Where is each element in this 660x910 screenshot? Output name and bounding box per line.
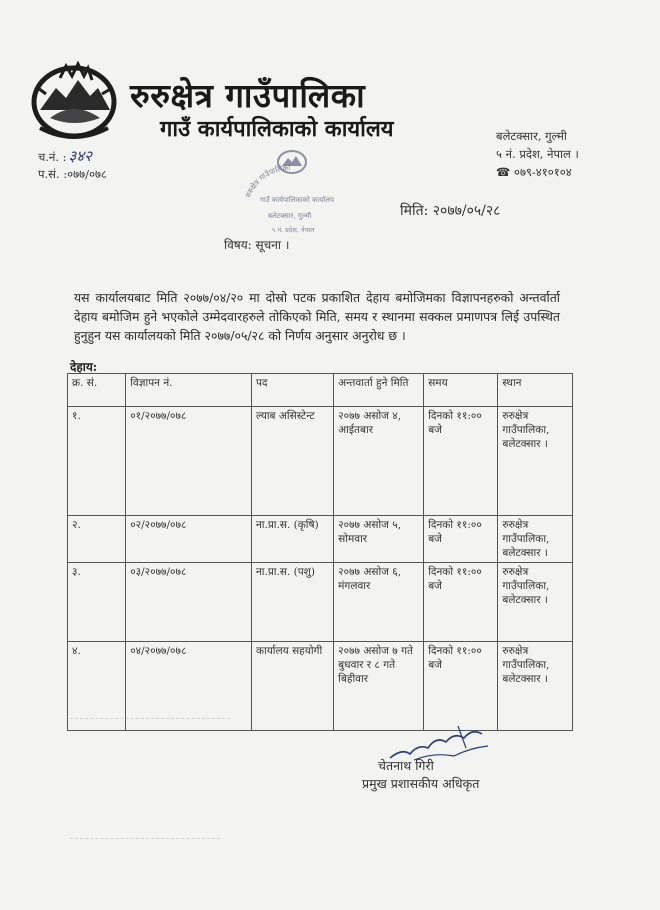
cell-post: कार्यालय सहयोगी (251, 642, 333, 731)
notice-date: मिति: २०७७/०५/२८ (400, 203, 501, 219)
chalani-value: ३४२ (68, 147, 92, 165)
stamp-text-4: ५ नं. प्रदेश, नेपाल (272, 226, 315, 234)
cell-venue: रुरुक्षेत्र गाउँपालिका, बलेटक्सार । (498, 516, 573, 563)
cell-post: ल्याब असिस्टेन्ट (251, 407, 333, 516)
signatory-designation: प्रमुख प्रशासकीय अधिकृत (362, 776, 480, 791)
scan-artifact-line (70, 718, 230, 719)
scan-artifact-line (70, 838, 220, 839)
cell-interview-date: २०७७ असोज ७ गते बुधवार र ८ गते बिहीवार (334, 642, 424, 731)
office-address (496, 127, 579, 181)
cell-ad-number: ०३/२०७७/०७८ (126, 563, 252, 642)
col-venue: स्थान (498, 374, 573, 407)
col-interview-date: अन्तवार्ता हुने मिति (334, 374, 424, 407)
patra-sankhya: प.सं. :०७७/०७८ (38, 167, 107, 181)
cell-time: दिनको ११:०० बजे (424, 516, 498, 563)
table-row (68, 516, 573, 563)
cell-time: दिनको ११:०० बजे (424, 563, 498, 642)
cell-time: दिनको ११:०० बजे (424, 407, 498, 516)
cell-post: ना.प्रा.स. (कृषि) (251, 516, 333, 563)
notice-body: यस कार्यालयबाट मिति २०७७/०४/२० मा दोस्रो पटक प्रकाशित देहाय बमोजिमका विज्ञापनहरुको अन्तर्वार्ता देहाय बमोजिम हुने भएकोले उम्मेदवारहरुले तोकिएको मिति, समय र स्थानमा सक्कल प्रमाणपत्र लिई उपस्थित हुनुहुन यस कार्यालयको मिति २०७७/०५/२८ को निर्णय अनुसार अनुरोध छ । (74, 290, 560, 343)
cell-time: दिनको ११:०० बजे (424, 642, 498, 731)
cell-serial: १. (68, 407, 126, 516)
table-row (68, 563, 573, 642)
dehaya-label: देहाय: (70, 360, 98, 374)
col-ad-number: विज्ञापन नं. (126, 374, 252, 407)
office-subtitle: गाउँ कार्यपालिकाको कार्यालय (160, 117, 394, 142)
address-line-2: ५ नं. प्रदेश, नेपाल । (496, 147, 579, 161)
cell-venue: रुरुक्षेत्र गाउँपालिका, बलेटक्सार । (498, 563, 573, 642)
phone-line: ☎ ०७९-४१०१०४ (496, 165, 572, 179)
cell-serial: ३. (68, 563, 126, 642)
signatory-name: चेतनाथ गिरी (378, 758, 434, 773)
cell-interview-date: २०७७ असोज ६, मंगलवार (334, 563, 424, 642)
office-stamp-icon (236, 140, 348, 240)
nepal-emblem-icon (26, 58, 122, 142)
cell-venue: रुरुक्षेत्र गाउँपालिका, बलेटक्सार । (498, 407, 573, 516)
table-header-row (68, 374, 573, 407)
cell-serial: २. (68, 516, 126, 563)
svg-text:रुरुक्षेत्र गाउँपालिका (243, 163, 291, 199)
interview-schedule-table (67, 373, 573, 731)
address-line-1: बलेटक्सार, गुल्मी (496, 129, 567, 143)
cell-post: ना.प्रा.स. (पशु) (251, 563, 333, 642)
cell-ad-number: ०१/२०७७/०७८ (126, 407, 252, 516)
cell-serial: ४. (68, 642, 126, 731)
table-row (68, 407, 573, 516)
chalani-label: च.नं. : (38, 150, 67, 164)
reference-numbers (38, 148, 107, 183)
cell-interview-date: २०७७ असोज ५, सोमवार (334, 516, 424, 563)
col-serial: क्र. सं. (68, 374, 126, 407)
cell-ad-number: ०२/२०७७/०७८ (126, 516, 252, 563)
office-title: रुरुक्षेत्र गाउँपालिका (130, 76, 366, 115)
stamp-text-2: गाउँ कार्यपालिकाको कार्यालय (260, 196, 334, 204)
stamp-text-3: बलेटक्सार, गुल्मी (268, 212, 312, 220)
stamp-text-1: रुरुक्षेत्र गाउँपालिका (243, 162, 291, 199)
cell-venue: रुरुक्षेत्र गाउँपालिका, बलेटक्सार । (498, 642, 573, 731)
col-time: समय (424, 374, 498, 407)
col-post: पद (251, 374, 333, 407)
cell-interview-date: २०७७ असोज ४, आईतबार (334, 407, 424, 516)
cell-ad-number: ०४/२०७७/०७८ (126, 642, 252, 731)
notice-subject: विषय: सूचना । (224, 238, 290, 252)
